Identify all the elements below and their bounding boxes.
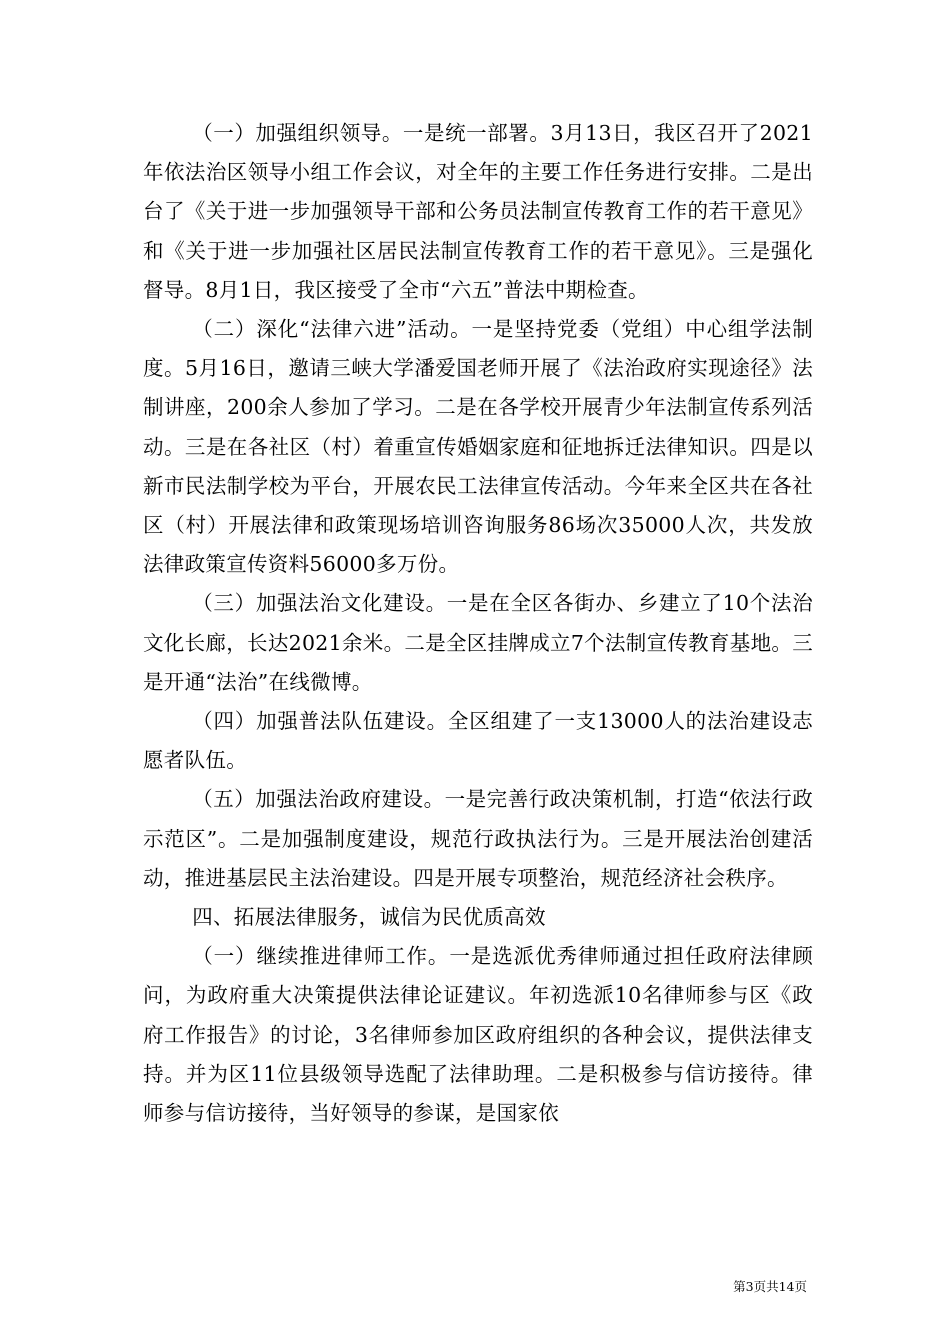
document-body bbox=[143, 114, 813, 1133]
paragraph-volunteer-team: （四）加强普法队伍建设。全区组建了一支13000人的法治建设志愿者队伍。 bbox=[143, 709, 813, 773]
paragraph-law-six-entries: （二）深化“法律六进”活动。一是坚持党委（党组）中心组学法制度。5月16日，邀请三峡大学潘爱国老师开展了《法治政府实现途径》法制讲座，200余人参加了学习。二是在各学校开展青少年法制宣传系列活动。三是在各社区（村）着重宣传婚姻家庭和征地拆迁法律知识。四是以新市民法制学校为平台，开展农民工法律宣传活动。今年来全区共在各社区（村）开展法律和政策现场培训咨询服务86场次35000人次，共发放法律政策宣传资料56000多万份。 bbox=[143, 317, 813, 577]
paragraph-org-leadership: （一）加强组织领导。一是统一部署。3月13日，我区召开了2021年依法治区领导小组工作会议，对全年的主要工作任务进行安排。二是出台了《关于进一步加强领导干部和公务员法制宣传教育工作的若干意见》和《关于进一步加强社区居民法制宣传教育工作的若干意见》。三是强化督导。8月1日，我区接受了全市“六五”普法中期检查。 bbox=[143, 121, 813, 302]
paragraph-law-government: （五）加强法治政府建设。一是完善行政决策机制，打造“依法行政示范区”。二是加强制度建设，规范行政执法行为。三是开展法治创建活动，推进基层民主法治建设。四是开展专项整治，规范经济社会秩序。 bbox=[143, 787, 813, 890]
paragraph-lawyer-work: （一）继续推进律师工作。一是选派优秀律师通过担任政府法律顾问，为政府重大决策提供法律论证建议。年初选派10名律师参与区《政府工作报告》的讨论，3名律师参加区政府组织的各种会议，提供法律支持。并为区11位县级领导选配了法律助理。二是积极参与信访接待。律师参与信访接待，当好领导的参谋，是国家依 bbox=[143, 944, 813, 1126]
page-number-footer: 第3页共14页 bbox=[733, 1279, 807, 1294]
section-heading-legal-services: 四、拓展法律服务，诚信为民优质高效 bbox=[192, 905, 546, 930]
paragraph-law-culture: （三）加强法治文化建设。一是在全区各街办、乡建立了10个法治文化长廊，长达2021余米。二是全区挂牌成立7个法制宣传教育基地。三是开通“法治”在线微博。 bbox=[143, 591, 813, 694]
